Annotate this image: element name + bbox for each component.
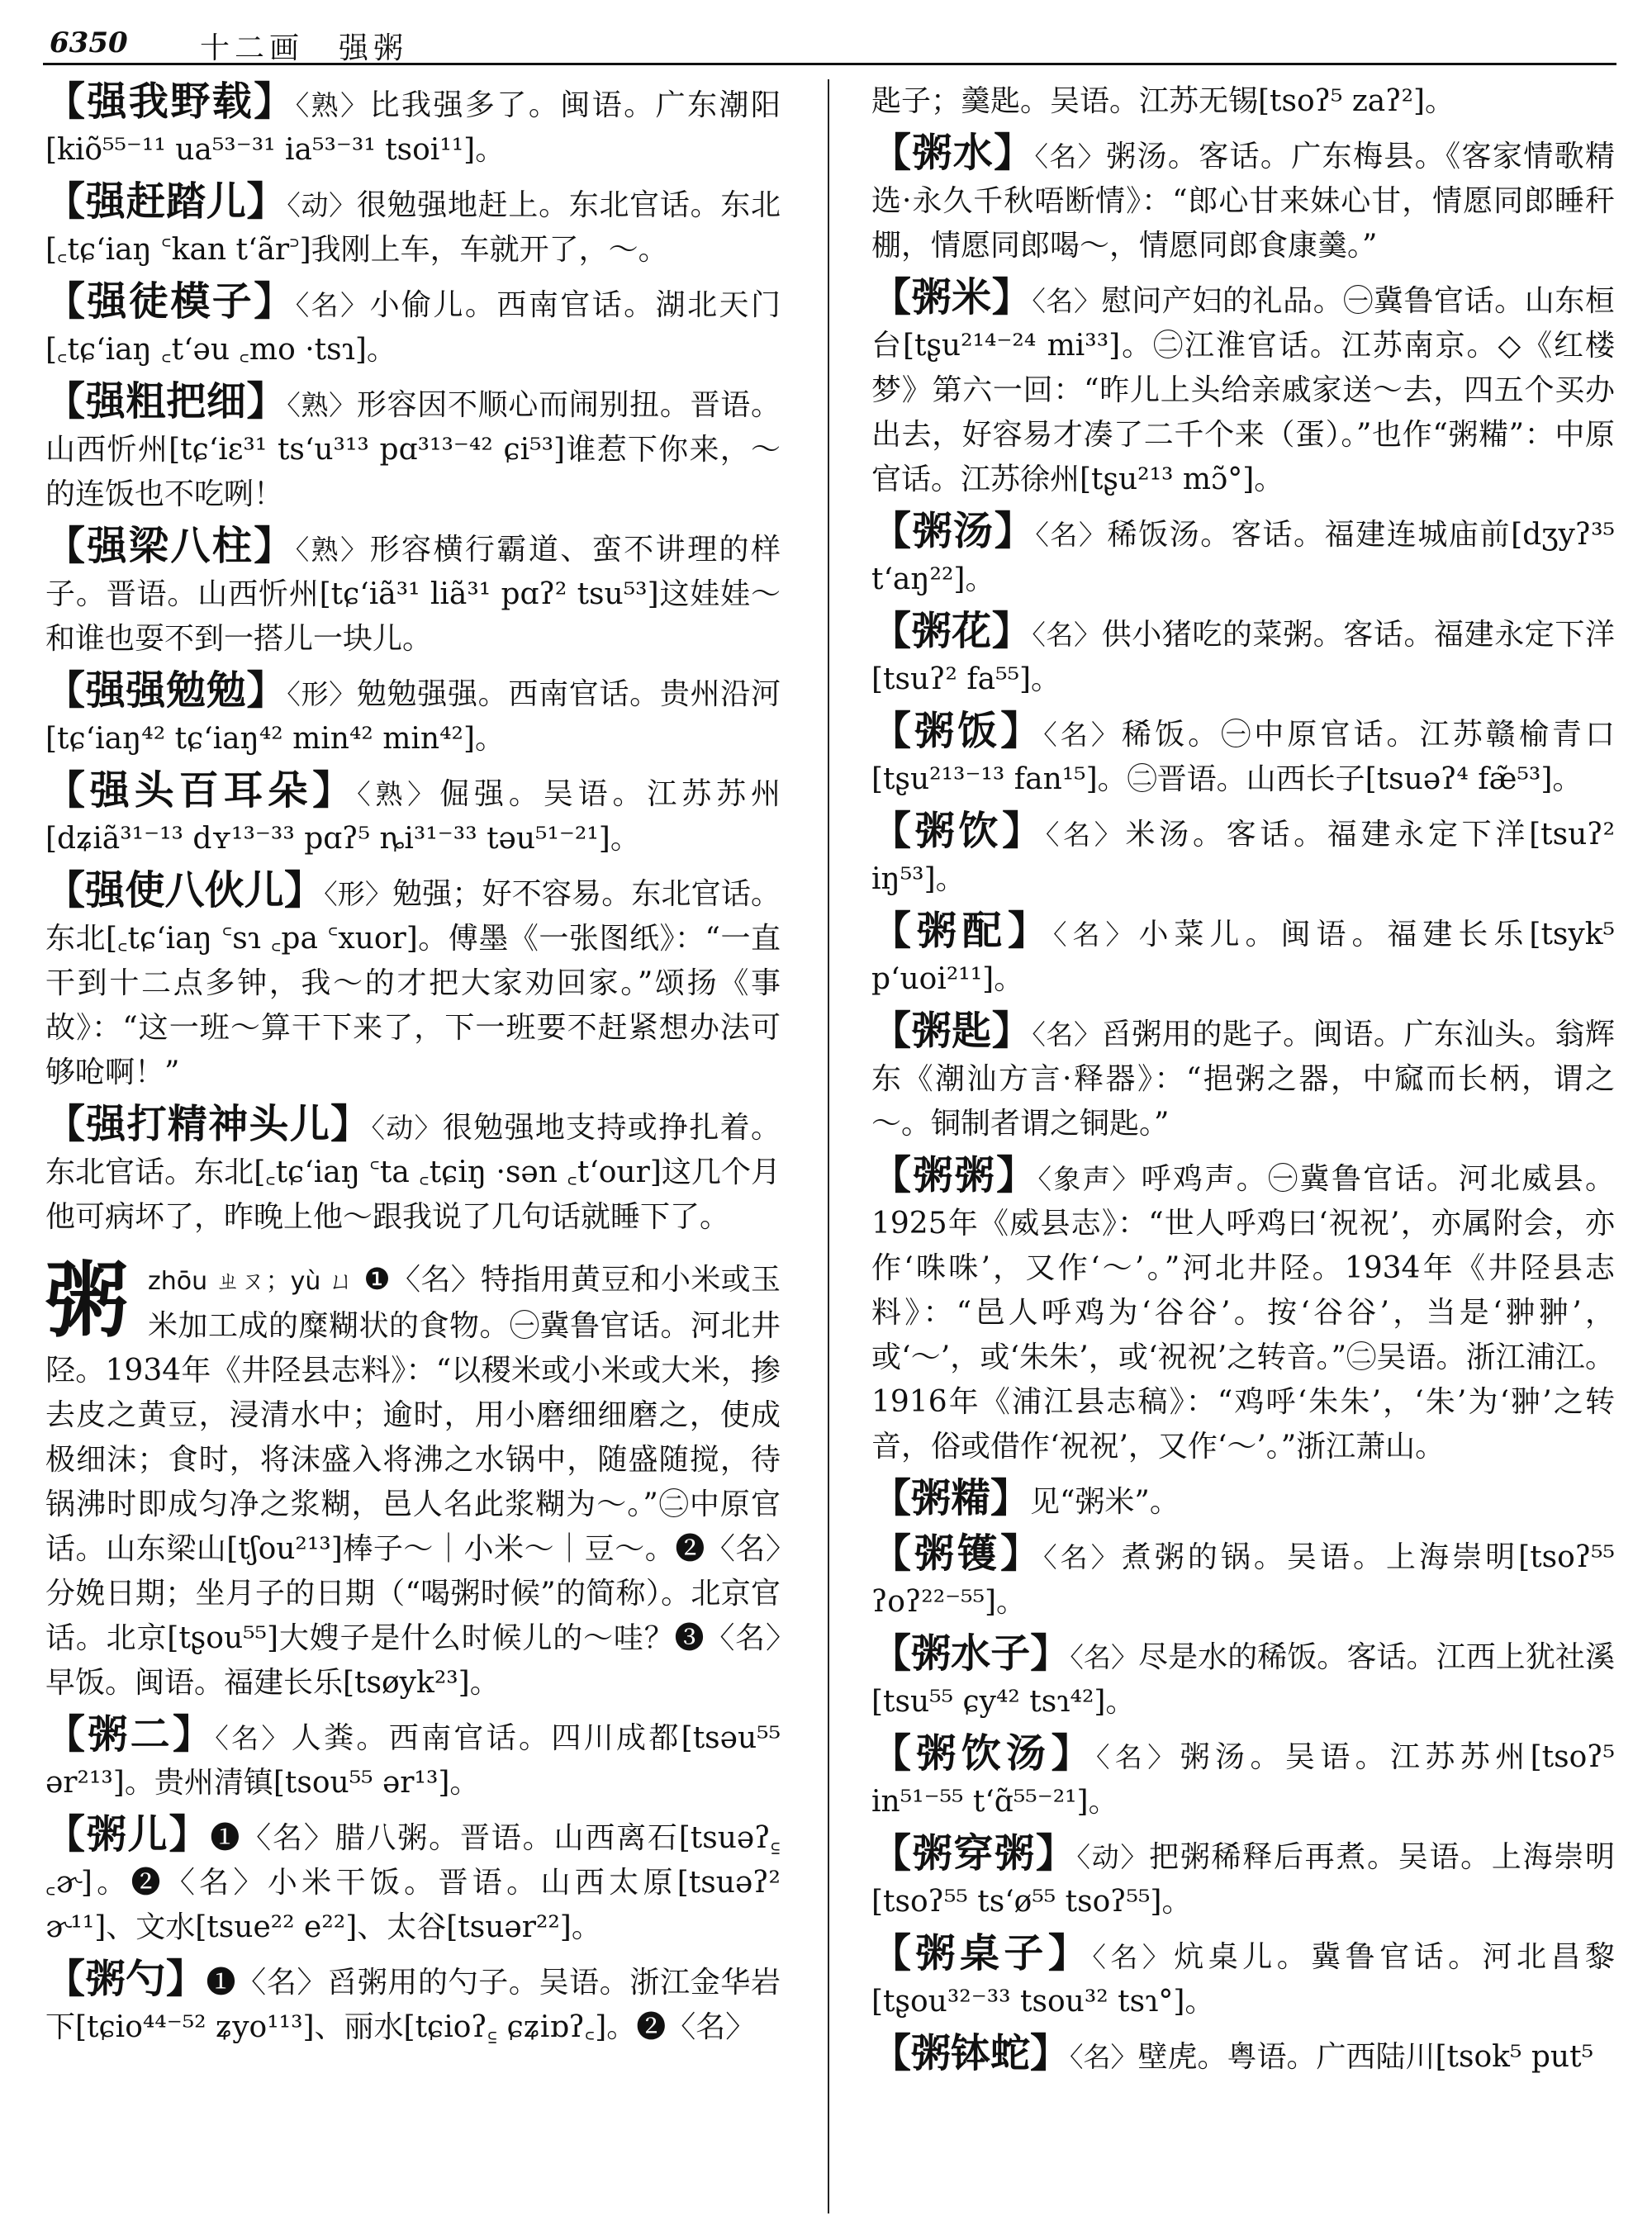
entry-headword: 【粥饮】 bbox=[871, 808, 1046, 854]
dictionary-entry bbox=[45, 179, 781, 273]
dictionary-entry bbox=[45, 79, 781, 173]
entry-definition: 形容因不顺心而闹别扭。晋语。山西忻州[tɕʻiɛ³¹ tsʻu³¹³ pɑ³¹³⁻⁴² ɕi⁵³]谁惹下你来，～的连饭也不吃咧！ bbox=[45, 388, 781, 511]
entry-definition: 呼鸡声。㊀冀鲁官话。河北威县。1925年《威县志》：“世人呼鸡曰‘祝祝’，亦属附会，亦作‘咮咮’，又作‘～’。”河北井陉。1934年《井陉县志料》：“邑人呼鸡为‘谷谷’。按‘谷谷’，当是‘翀翀’，或‘～’，或‘朱朱’，或‘祝祝’之转音。”㊁吴语。浙江浦江。1916年《浦江县志稿》：“鸡呼‘朱朱’，‘朱’为‘翀’之转音，俗或借作‘祝祝’，又作‘～’。”浙江萧山。 bbox=[871, 1162, 1615, 1464]
part-of-speech: 〈名〉 bbox=[1032, 619, 1102, 651]
dictionary-entry bbox=[871, 509, 1615, 602]
dictionary-entry bbox=[45, 1957, 781, 2050]
entry-headword: 【粥饮汤】 bbox=[871, 1730, 1096, 1777]
column-divider bbox=[828, 79, 829, 2213]
page-number: 6350 bbox=[50, 26, 128, 59]
entry-headword: 【强赶踏儿】 bbox=[45, 178, 287, 225]
part-of-speech: 〈名〉 bbox=[1052, 918, 1139, 951]
entry-headword: 【粥勺】 bbox=[45, 1956, 206, 2002]
part-of-speech: 〈名〉 bbox=[1034, 140, 1107, 173]
dictionary-entry bbox=[871, 130, 1615, 268]
entry-definition: ❶〈名〉腊八粥。晋语。山西离石[tsuəʔ꜁ ꜀ɚ]。❷〈名〉小米干饭。晋语。山西太原[tsuəʔ² ɚ¹¹]、文水[tsue²² e²²]、太谷[tsuər²²]。 bbox=[45, 1821, 781, 1944]
entry-definition: 人粪。西南官话。四川成都[tsəu⁵⁵ ər²¹³]。贵州清镇[tsou⁵⁵ ər¹³]。 bbox=[45, 1721, 781, 1800]
dictionary-entry bbox=[871, 909, 1615, 1002]
part-of-speech: 〈名〉 bbox=[1043, 719, 1122, 751]
dictionary-entry bbox=[45, 668, 781, 762]
dictionary-entry bbox=[45, 868, 781, 1095]
head-character: 粥 bbox=[45, 1252, 128, 1349]
dictionary-entry bbox=[871, 1476, 1615, 1525]
dictionary-entry bbox=[45, 1812, 781, 1950]
running-title: 十二画 强粥 bbox=[200, 31, 409, 65]
entry-headword: 【强我野载】 bbox=[45, 79, 296, 125]
entry-headword: 【粥二】 bbox=[45, 1711, 216, 1758]
entry-definition: 见“粥米”。 bbox=[1030, 1485, 1180, 1519]
dictionary-entry bbox=[45, 768, 781, 861]
entry-definition: ❶〈名〉舀粥用的勺子。吴语。浙江金华岩下[tɕio⁴⁴⁻⁵² ʑyo¹¹³]、丽水[tɕioʔ꜁ ɕʑiɒʔ꜀]。❷〈名〉 bbox=[45, 1966, 781, 2044]
part-of-speech: 〈名〉 bbox=[1035, 519, 1108, 551]
part-of-speech: 〈象声〉 bbox=[1037, 1163, 1142, 1195]
dictionary-entry bbox=[871, 609, 1615, 702]
part-of-speech: 〈熟〉 bbox=[295, 534, 370, 566]
part-of-speech: 〈名〉 bbox=[1070, 1641, 1139, 1673]
entry-headword: 【粥花】 bbox=[871, 608, 1032, 654]
entry-headword: 【粥粥】 bbox=[871, 1152, 1038, 1198]
dictionary-entry bbox=[871, 709, 1615, 802]
entry-headword: 【粥钵蛇】 bbox=[871, 2030, 1070, 2076]
part-of-speech: 〈熟〉 bbox=[287, 389, 357, 421]
dictionary-entry bbox=[45, 1102, 781, 1240]
entry-definition: 炕桌儿。冀鲁官话。河北昌黎[tʂou³²⁻³³ tsou³² tsɿ°]。 bbox=[871, 1940, 1615, 2019]
left-column bbox=[45, 79, 781, 2213]
part-of-speech: 〈形〉 bbox=[324, 878, 393, 910]
entry-definition: 煮粥的锅。吴语。上海崇明[tsoʔ⁵⁵ ʔoʔ²²⁻⁵⁵]。 bbox=[871, 1540, 1615, 1619]
part-of-speech: 〈熟〉 bbox=[295, 89, 370, 121]
page-header bbox=[43, 17, 1616, 68]
dictionary-entry bbox=[871, 1931, 1615, 2024]
entry-headword: 【粥儿】 bbox=[45, 1811, 211, 1858]
entry-headword: 【粥配】 bbox=[871, 908, 1053, 954]
character-entry bbox=[45, 1252, 781, 1706]
entry-headword: 【粥水子】 bbox=[871, 1630, 1070, 1677]
entry-definition: 舀粥用的匙子。闽语。广东汕头。翁辉东《潮汕方言·释器》：“挹粥之器，中窳而长柄，谓之～。铜制者谓之铜匙。” bbox=[871, 1018, 1615, 1141]
entry-definition: 小偷儿。西南官话。湖北天门[꜀tɕʻiaŋ ꜀tʻəu ꜀mo ·tsɿ]。 bbox=[45, 288, 781, 367]
dictionary-entry bbox=[45, 524, 781, 662]
part-of-speech: 〈名〉 bbox=[1092, 1941, 1175, 1973]
entry-headword: 【粥米】 bbox=[871, 274, 1032, 320]
header-rule bbox=[43, 63, 1616, 65]
entry-definition: 稀饭。㊀中原官话。江苏赣榆青口[tʂu²¹³⁻¹³ fan¹⁵]。㊁晋语。山西长子[tsuəʔ⁴ fæ̃⁵³]。 bbox=[871, 718, 1615, 796]
dictionary-entry bbox=[45, 279, 781, 372]
entry-definition: 很勉强地支持或挣扎着。东北官话。东北[꜀tɕʻiaŋ ꜂ta ꜀tɕiŋ ·sən ꜀tʻour]这几个月他可病坏了，昨晚上他～跟我说了几句话就睡下了。 bbox=[45, 1111, 781, 1234]
entry-headword: 【粥桌子】 bbox=[871, 1930, 1093, 1976]
entry-headword: 【粥糒】 bbox=[871, 1475, 1031, 1521]
part-of-speech: 〈动〉 bbox=[287, 189, 357, 221]
part-of-speech: 〈名〉 bbox=[215, 1722, 292, 1754]
dictionary-entry bbox=[871, 1008, 1615, 1146]
entry-headword: 【强梁八柱】 bbox=[45, 523, 296, 569]
entry-headword: 【强头百耳朵】 bbox=[45, 767, 358, 814]
part-of-speech: 〈名〉 bbox=[1045, 818, 1126, 851]
part-of-speech: 〈形〉 bbox=[287, 678, 357, 710]
part-of-speech: 〈名〉 bbox=[1095, 1741, 1180, 1773]
entry-headword: 【强徒模子】 bbox=[45, 278, 296, 325]
dictionary-entry bbox=[871, 1831, 1615, 1924]
entry-headword: 【强粗把细】 bbox=[45, 378, 287, 425]
part-of-speech: 〈动〉 bbox=[371, 1112, 443, 1144]
entry-definition: 小菜儿。闽语。福建长乐[tsyk⁵ pʻuoi²¹¹]。 bbox=[871, 918, 1615, 996]
entry-headword: 【粥饭】 bbox=[871, 708, 1044, 754]
dictionary-entry bbox=[871, 1153, 1615, 1469]
entry-definition: 粥汤。客话。广东梅县。《客家情歌精选·永久千秋唔断情》：“郎心甘来妹心甘，情愿同郎睡秆棚，情愿同郎喝～，情愿同郎食康羹。” bbox=[871, 140, 1615, 263]
entry-headword: 【强使八伙儿】 bbox=[45, 867, 325, 913]
entry-definition: 勉勉强强。西南官话。贵州沿河[tɕʻiaŋ⁴² tɕʻiaŋ⁴² min⁴² min⁴²]。 bbox=[45, 677, 781, 756]
entry-definition: 倔强。吴语。江苏苏州[dʑiã³¹⁻¹³ dʏ¹³⁻³³ pɑʔ⁵ ȵi³¹⁻³³ təu⁵¹⁻²¹]。 bbox=[45, 777, 781, 856]
entry-definition: 比我强多了。闽语。广东潮阳[kiõ⁵⁵⁻¹¹ ua⁵³⁻³¹ ia⁵³⁻³¹ tsoi¹¹]。 bbox=[45, 88, 781, 167]
dictionary-entry bbox=[871, 1731, 1615, 1824]
pinyin-reading: zhōu ㄓㄡ；yù ㄩ bbox=[148, 1267, 354, 1296]
entry-definition: 勉强；好不容易。东北官话。东北[꜀tɕʻiaŋ ꜂sɿ ꜀pa ꜂xuor]。傅墨《一张图纸》：“一直干到十二点多钟，我～的才把大家劝回家。”颂扬《事故》：“这一班～算干下来了，下一班要不赶紧想办法可够呛啊！” bbox=[45, 877, 781, 1089]
dictionary-entry bbox=[871, 1531, 1615, 1625]
part-of-speech: 〈名〉 bbox=[1043, 1541, 1122, 1573]
entry-headword: 【粥匙】 bbox=[871, 1008, 1032, 1054]
entry-definition: 尽是水的稀饭。客话。江西上犹社溪[tsu⁵⁵ ɕy⁴² tsɿ⁴²]。 bbox=[871, 1640, 1615, 1719]
entry-headword: 【粥汤】 bbox=[871, 508, 1036, 554]
right-column bbox=[871, 79, 1615, 2213]
entry-definition: 稀饭汤。客话。福建连城庙前[dʒyʔ³⁵ tʻaŋ²²]。 bbox=[871, 518, 1615, 596]
part-of-speech: 〈名〉 bbox=[1032, 1018, 1102, 1051]
part-of-speech: 〈名〉 bbox=[1070, 2041, 1138, 2073]
dictionary-entry bbox=[871, 809, 1615, 902]
dictionary-entry bbox=[871, 1631, 1615, 1725]
entry-definition: 壁虎。粤语。广西陆川[tsok⁵ put⁵ bbox=[1137, 2040, 1593, 2074]
entry-definition: 匙子；羹匙。吴语。江苏无锡[tsoʔ⁵ zaʔ²]。 bbox=[871, 84, 1455, 118]
entry-definition: 形容横行霸道、蛮不讲理的样子。晋语。山西忻州[tɕʻiã³¹ liã³¹ pɑʔ² tsu⁵³]这娃娃～和谁也耍不到一搭儿一块儿。 bbox=[45, 533, 781, 656]
dictionary-entry bbox=[871, 275, 1615, 502]
entry-headword: 【粥穿粥】 bbox=[871, 1830, 1077, 1877]
entry-definition: 米汤。客话。福建永定下洋[tsuʔ² iŋ⁵³]。 bbox=[871, 818, 1615, 896]
part-of-speech: 〈名〉 bbox=[1032, 285, 1102, 317]
entry-headword: 【强打精神头儿】 bbox=[45, 1101, 372, 1147]
dictionary-entry bbox=[45, 1712, 781, 1805]
entry-headword: 【粥镬】 bbox=[871, 1530, 1044, 1577]
part-of-speech: 〈熟〉 bbox=[357, 778, 440, 810]
entry-headword: 【强强勉勉】 bbox=[45, 667, 287, 714]
continued-entry bbox=[871, 79, 1615, 124]
part-of-speech: 〈名〉 bbox=[295, 289, 370, 321]
entry-definition: 把粥稀释后再煮。吴语。上海崇明[tsoʔ⁵⁵ tsʻø⁵⁵ tsoʔ⁵⁵]。 bbox=[871, 1840, 1615, 1919]
entry-definition: 粥汤。吴语。江苏苏州[tsoʔ⁵ in⁵¹⁻⁵⁵ tʻɑ̃⁵⁵⁻²¹]。 bbox=[871, 1740, 1615, 1819]
part-of-speech: 〈动〉 bbox=[1076, 1841, 1150, 1873]
entry-definition: 很勉强地赶上。东北官话。东北[꜀tɕʻiaŋ ꜂kan tʻãr꜄]我刚上车，车就开了，～。 bbox=[45, 188, 781, 267]
dictionary-entry bbox=[871, 2031, 1615, 2080]
entry-definition: 慰问产妇的礼品。㊀冀鲁官话。山东桓台[tʂu²¹⁴⁻²⁴ mi³³]。㊁江淮官话。江苏南京。◇《红楼梦》第六一回：“昨儿上头给亲戚家送～去，四五个买办出去，好容易才凑了二千个来（蛋）。”也作“粥糒”：中原官话。江苏徐州[tʂu²¹³ mɔ̃°]。 bbox=[871, 284, 1615, 496]
dictionary-entry bbox=[45, 379, 781, 517]
entry-headword: 【粥水】 bbox=[871, 130, 1035, 176]
entry-definition: ❶〈名〉特指用黄豆和小米或玉米加工成的糜糊状的食物。㊀冀鲁官话。河北井陉。1934年《井陉县志料》：“以稷米或小米或大米，掺去皮之黄豆，浸清水中；逾时，用小磨细细磨之，使成极细沫；食时，将沫盛入将沸之水锅中，随盛随搅，待锅沸时即成匀净之浆糊，邑人名此浆糊为～。”㊁中原官话。山东梁山[tʃou²¹³]棒子～｜小米～｜豆～。❷〈名〉分娩日期；坐月子的日期（“喝粥时候”的简称）。北京官话。北京[tʂou⁵⁵]大嫂子是什么时候儿的～哇？❸〈名〉早饭。闽语。福建长乐[tsøyk²³]。 bbox=[45, 1263, 781, 1700]
entry-definition: 供小猪吃的菜粥。客话。福建永定下洋[tsuʔ² fa⁵⁵]。 bbox=[871, 618, 1615, 696]
